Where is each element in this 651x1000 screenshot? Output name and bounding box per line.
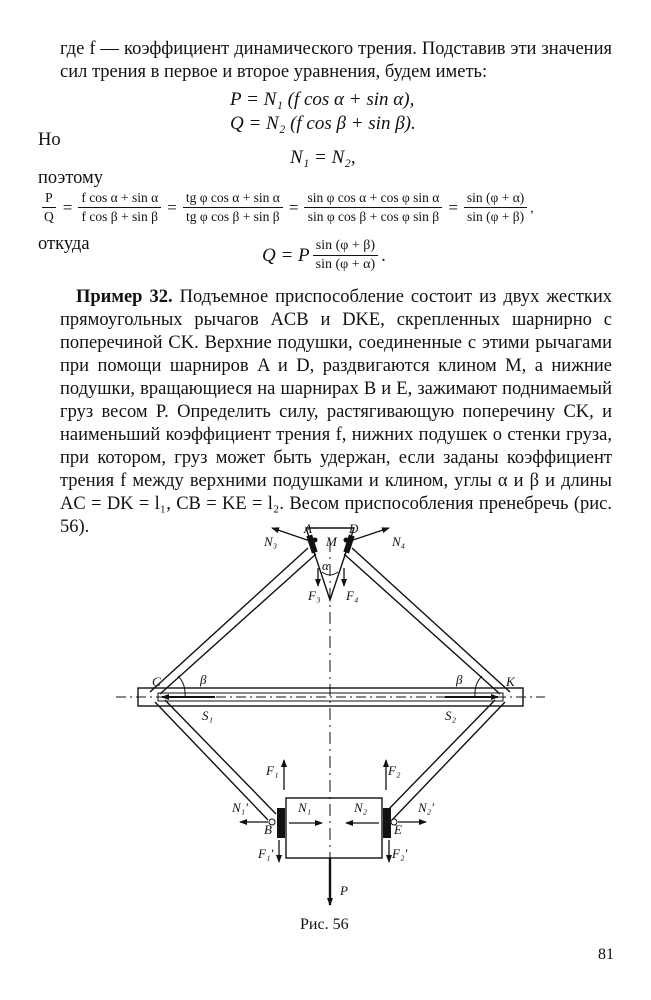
word-no: Но <box>38 130 61 150</box>
fraction-numerator: sin φ cos α + cos φ sin α <box>304 190 442 208</box>
equals-sign: = <box>448 197 458 217</box>
final-equation <box>262 238 386 273</box>
fraction-sin-sum <box>464 190 527 225</box>
equals-sign: = <box>62 197 73 217</box>
fraction-numerator: sin (φ + α) <box>464 190 527 208</box>
label-alpha: α <box>322 558 329 573</box>
fraction-denominator: sin (φ + α) <box>315 257 376 272</box>
equals-sign: = <box>288 197 299 217</box>
label-f4: F₄ <box>346 588 359 603</box>
angle-beta-left-arc <box>178 676 185 697</box>
fraction-denominator: sin (φ + β) <box>467 209 525 224</box>
final-end: . <box>381 244 386 266</box>
upper-pad-right <box>343 535 354 554</box>
fraction-denominator: tg φ cos β + sin β <box>186 209 280 224</box>
lower-pad-left <box>277 808 285 838</box>
label-a: A <box>304 521 312 536</box>
label-n1: N₁ <box>298 800 312 815</box>
example-paragraph <box>60 286 612 539</box>
fraction-numerator: tg φ cos α + sin α <box>183 190 283 208</box>
fraction-denominator: sin φ cos β + cos φ sin β <box>307 209 440 224</box>
label-b: B <box>264 822 272 837</box>
label-beta-left: β <box>200 672 207 687</box>
lower-pad-right <box>383 808 391 838</box>
label-n3: N₃ <box>264 534 278 549</box>
label-e: E <box>394 822 402 837</box>
label-f2p: F₂′ <box>392 846 408 861</box>
fraction-numerator: sin (φ + β) <box>313 238 378 256</box>
label-k: K <box>506 674 515 689</box>
label-f2: F₂ <box>388 763 401 778</box>
fraction-sin-cos <box>304 190 442 225</box>
figure-caption: Рис. 56 <box>300 916 349 933</box>
angle-beta-right-arc <box>475 676 482 697</box>
example-text: Подъемное приспособление состоит из двух жестких прямоугольных рычагов ACB и DKE, скрепленных шарнирно с поперечиной CK. Верхние подушки, соединенные с этими рычагами при помощи шарниров A и D, раздвигаются клином M, а нижние подушки, вращающиеся на шарнирах B и E, зажимают поднимаемый груз весом P. Определить силу, растягивающую поперечину CK, и наименьший коэффициент трения f, нижних подушек о стенки груза, при котором, груз может быть удержан, если заданы коэффициент трения f между верхними подушками и клином, углы α и β и длины AC = DK = l₁, CB = KE = l₂. Весом приспособления пренебречь (рис. 56). <box>60 287 612 537</box>
label-s1: S₁ <box>202 708 214 723</box>
label-n2p: N₂′ <box>418 800 435 815</box>
page-number: 81 <box>598 946 614 963</box>
label-d: D <box>349 521 359 536</box>
label-f1p: F₁′ <box>258 846 274 861</box>
fraction-denominator: f cos β + sin β <box>81 209 159 224</box>
final-lhs: Q = P <box>262 244 310 266</box>
figure-56 <box>0 505 651 910</box>
fraction-numerator: P <box>42 190 56 208</box>
label-f1: F₁ <box>266 763 279 778</box>
ratio-equation <box>38 190 534 225</box>
lever-dke <box>344 548 510 820</box>
fraction-denominator: Q <box>44 209 54 224</box>
label-s2: S₂ <box>445 708 457 723</box>
fraction-tg <box>183 190 283 225</box>
label-c: C <box>152 674 161 689</box>
final-fraction <box>313 238 378 273</box>
label-n4: N₄ <box>392 534 406 549</box>
fraction-f <box>78 190 161 225</box>
label-beta-right: β <box>456 672 463 687</box>
fraction-numerator: f cos α + sin α <box>78 190 161 208</box>
fraction-p-q <box>41 190 57 225</box>
label-p: P <box>340 883 348 898</box>
equation-q: Q = N₂ (f cos β + sin β). <box>230 113 416 134</box>
intro-paragraph: где f — коэффициент динамического трения. Подставив эти значения сил трения в первое и второе уравнения, будем иметь: <box>60 39 612 82</box>
equation-n: N₁ = N₂, <box>290 147 356 168</box>
label-n1p: N₁′ <box>232 800 249 815</box>
example-label: Пример 32. <box>76 287 173 307</box>
equation-p: P = N₁ (f cos α + sin α), <box>230 89 415 110</box>
upper-pad-left <box>306 535 317 554</box>
label-f3: F₃ <box>308 588 321 603</box>
label-n2: N₂ <box>354 800 368 815</box>
ratio-end-comma: , <box>530 199 534 215</box>
word-therefore: поэтому <box>38 168 104 188</box>
lever-acb <box>150 548 316 820</box>
label-m: M <box>326 534 337 549</box>
word-whence: откуда <box>38 234 90 254</box>
equals-sign: = <box>167 197 177 217</box>
